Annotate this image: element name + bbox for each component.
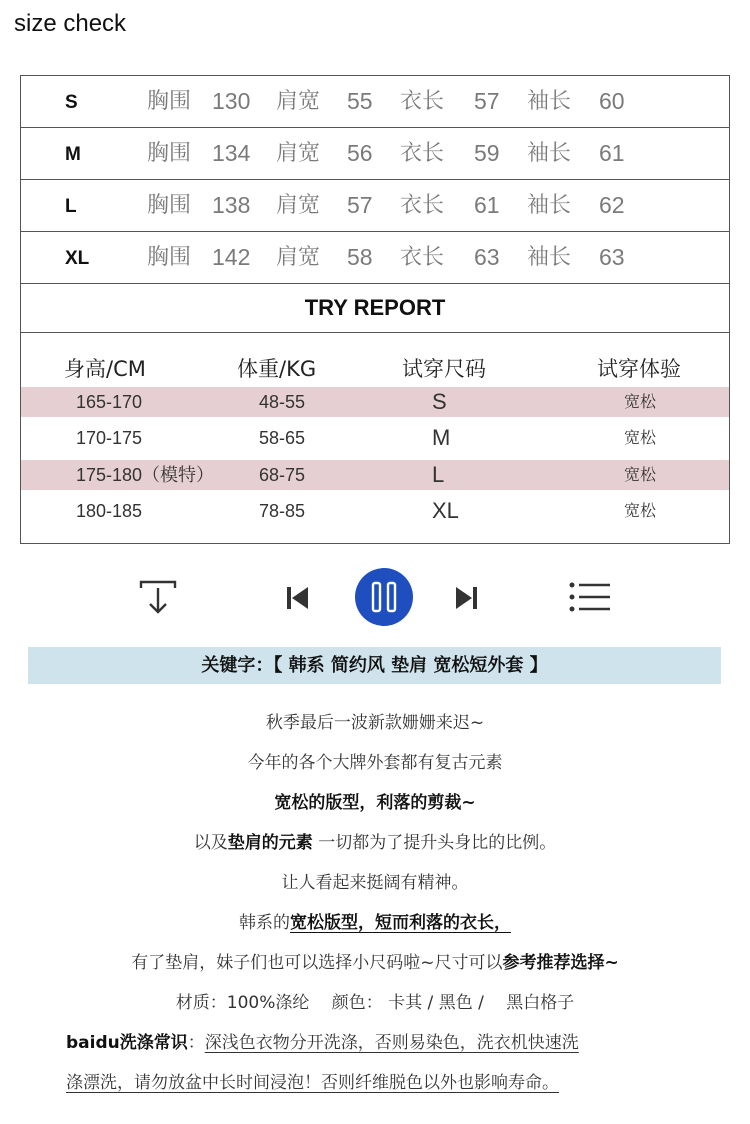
- table-row: [21, 423, 729, 453]
- try-report-table: [21, 333, 729, 543]
- table-row: [21, 387, 729, 417]
- shoulder-value: 58: [347, 244, 373, 270]
- chest-label: 胸围: [147, 141, 192, 166]
- desc-line: 秋季最后一波新款姗姗来迟~: [265, 713, 485, 733]
- height-cell: 170-175: [76, 428, 143, 448]
- size-label: M: [65, 144, 81, 165]
- shoulder-label: 肩宽: [276, 141, 321, 166]
- sleeve-label: 袖长: [527, 245, 572, 270]
- page-title: size check: [14, 10, 127, 37]
- download-icon[interactable]: [138, 579, 178, 617]
- length-value: 61: [474, 192, 500, 218]
- desc-bold-underlined: 宽松版型，短而利落的衣长，: [290, 913, 511, 933]
- size-cell: XL: [432, 498, 459, 523]
- desc-line: [0, 828, 750, 853]
- desc-bold-text: 垫肩的元素: [227, 833, 313, 853]
- previous-icon[interactable]: [286, 586, 310, 610]
- size-row-xl: [21, 232, 729, 284]
- size-cell: S: [432, 389, 447, 414]
- try-report-title: TRY REPORT: [21, 284, 729, 333]
- sleeve-label: 袖长: [527, 193, 572, 218]
- care-separator: ：: [187, 1033, 205, 1053]
- fit-cell: 宽松: [624, 501, 657, 520]
- chest-label: 胸围: [147, 89, 192, 114]
- keywords-band: 关键字：【 韩系 简约风 垫肩 宽松短外套 】: [28, 647, 721, 684]
- material-color-line: 材质：100%涤纶 颜色： 卡其 / 黑色 / 黑白格子: [175, 993, 575, 1013]
- chest-value: 138: [212, 192, 251, 218]
- header-height: 身高/CM: [64, 357, 146, 381]
- weight-cell: 48-55: [259, 392, 306, 412]
- shoulder-value: 55: [347, 88, 373, 114]
- sleeve-value: 62: [599, 192, 625, 218]
- desc-text: 一切都为了提升头身比的比例。: [312, 833, 557, 853]
- desc-bold-text: 参考推荐选择~: [502, 953, 619, 973]
- size-row-l: [21, 180, 729, 232]
- desc-text: 有了垫肩，妹子们也可以选择小尺码啦~尺寸可以: [131, 953, 503, 973]
- size-cell: L: [432, 462, 445, 487]
- header-fit: 试穿体验: [597, 357, 681, 381]
- care-line-2: [66, 1068, 559, 1093]
- desc-line: [0, 948, 750, 973]
- next-icon[interactable]: [455, 586, 479, 610]
- care-label: baidu洗涤常识: [66, 1033, 188, 1053]
- shoulder-value: 57: [347, 192, 373, 218]
- sleeve-value: 60: [599, 88, 625, 114]
- length-value: 63: [474, 244, 500, 270]
- chest-value: 134: [212, 140, 251, 166]
- length-label: 衣长: [400, 141, 445, 166]
- shoulder-label: 肩宽: [276, 89, 321, 114]
- shoulder-value: 56: [347, 140, 373, 166]
- fit-cell: 宽松: [624, 392, 657, 411]
- sleeve-label: 袖长: [527, 89, 572, 114]
- chest-label: 胸围: [147, 193, 192, 218]
- care-text: 深浅色衣物分开洗涤，否则易染色，洗衣机快速洗: [204, 1033, 579, 1053]
- desc-line: 今年的各个大牌外套都有复古元素: [247, 753, 503, 773]
- pause-icon[interactable]: [355, 568, 413, 626]
- desc-line: 让人看起来挺阔有精神。: [281, 873, 469, 893]
- care-text: 涤漂洗，请勿放盆中长时间浸泡！否则纤维脱色以外也影响寿命。: [66, 1073, 559, 1093]
- height-cell: 165-170: [76, 392, 143, 412]
- length-label: 衣长: [400, 245, 445, 270]
- sleeve-label: 袖长: [527, 141, 572, 166]
- size-label: XL: [65, 248, 90, 269]
- size-label: S: [65, 92, 78, 113]
- table-row: [21, 496, 729, 526]
- shoulder-label: 肩宽: [276, 193, 321, 218]
- length-value: 57: [474, 88, 500, 114]
- fit-cell: 宽松: [624, 465, 657, 484]
- length-value: 59: [474, 140, 500, 166]
- chest-label: 胸围: [147, 245, 192, 270]
- desc-text: 韩系的: [239, 913, 290, 933]
- player-controls: [0, 565, 750, 629]
- desc-line-bold: [0, 788, 750, 813]
- length-label: 衣长: [400, 193, 445, 218]
- header-size: 试穿尺码: [402, 357, 486, 381]
- care-line-1: [66, 1028, 579, 1053]
- shoulder-label: 肩宽: [276, 245, 321, 270]
- weight-cell: 58-65: [259, 428, 306, 448]
- weight-cell: 68-75: [259, 465, 306, 485]
- fit-cell: 宽松: [624, 428, 657, 447]
- desc-text: 以及: [193, 833, 228, 853]
- desc-line: [0, 908, 750, 933]
- chest-value: 130: [212, 88, 251, 114]
- playlist-icon[interactable]: [569, 581, 611, 613]
- sleeve-value: 61: [599, 140, 625, 166]
- weight-cell: 78-85: [259, 501, 306, 521]
- size-table: [20, 75, 730, 544]
- length-label: 衣长: [400, 89, 445, 114]
- height-cell: 175-180（模特）: [76, 465, 215, 485]
- size-label: L: [65, 196, 77, 217]
- table-row: [21, 460, 729, 490]
- size-row-m: [21, 128, 729, 180]
- desc-bold-text: 宽松的版型，利落的剪裁~: [274, 793, 476, 813]
- size-cell: M: [432, 425, 451, 450]
- header-weight: 体重/KG: [237, 357, 317, 381]
- height-cell: 180-185: [76, 501, 143, 521]
- sleeve-value: 63: [599, 244, 625, 270]
- chest-value: 142: [212, 244, 251, 270]
- size-row-s: [21, 76, 729, 128]
